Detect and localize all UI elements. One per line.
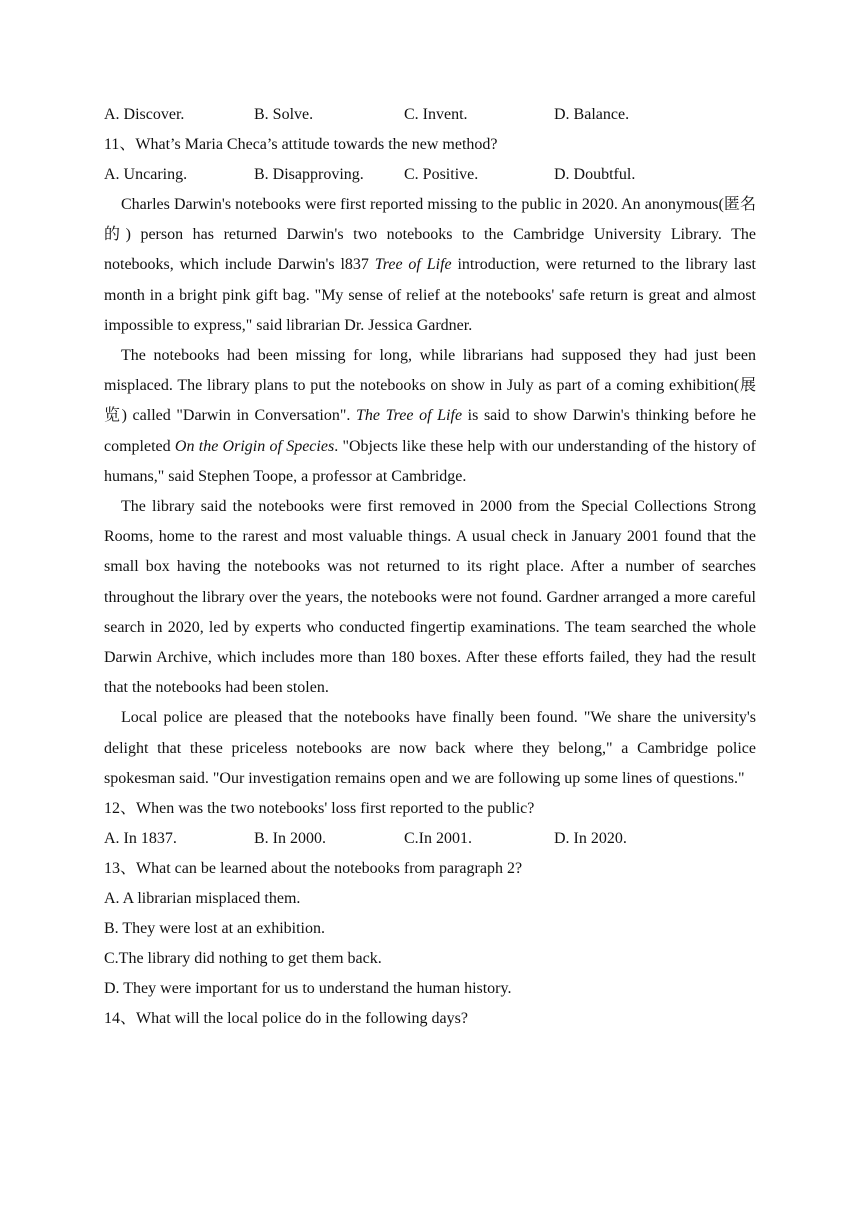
q11-option-b: B. Disapproving. — [254, 166, 364, 183]
p2-text-3: . "Objects like these help with our understanding of the history of humans," said Stephen Toope, a professor at Cambridge. — [104, 437, 757, 485]
q11-option-d: D. Doubtful. — [554, 166, 636, 183]
p1-text-1: Charles Darwin's notebooks were first reported missing to the public in 2020. An anonymous(匿名的) person has returned Darwin's two notebooks to the Cambridge University Library. The notebooks, which include Darwin's l837 — [104, 196, 756, 274]
q13-option-d: D. They were important for us to understand the human history. — [104, 980, 512, 998]
q10-option-b: B. Solve. — [254, 106, 314, 123]
q10-option-c: C. Invent. — [404, 106, 468, 123]
passage-paragraph-1 — [104, 190, 756, 341]
q12-options — [104, 824, 756, 854]
q14-question: 14、What will the local police do in the following days? — [104, 1010, 468, 1028]
p1-italic-title: Tree of Life — [374, 256, 452, 274]
passage-paragraph-3: The library said the notebooks were first removed in 2000 from the Special Collections Strong Rooms, home to the rarest and most valuable things. A usual check in January 2001 found that the small box having the notebooks was not returned to its right place. After a number of searches throughout the library over the years, the notebooks were not found. Gardner arranged a more careful search in 2020, led by experts who conducted fingertip examinations. The team searched the whole Darwin Archive, which includes more than 180 boxes. After these efforts failed, they had the result that the notebooks had been stolen. — [104, 498, 756, 697]
q12-question: 12、When was the two notebooks' loss first reported to the public? — [104, 800, 535, 818]
q12-option-b: B. In 2000. — [254, 830, 326, 848]
p2-italic-title-1: The Tree of Life — [356, 407, 463, 425]
q13-question: 13、What can be learned about the notebooks from paragraph 2? — [104, 860, 523, 878]
q13-option-c: C.The library did nothing to get them back. — [104, 950, 382, 968]
q13-option-a: A. A librarian misplaced them. — [104, 890, 301, 908]
p1-text-2: introduction, were returned to the library last month in a bright pink gift bag. "My sense of relief at the notebooks' safe return is great and almost impossible to express," said librarian Dr. Jessica Gardner. — [104, 256, 756, 334]
p2-text-1: The notebooks had been missing for long, while librarians had supposed they had just been misplaced. The library plans to put the notebooks on show in July as part of a coming exhibition(展览) called "Darwin in Conversation". — [104, 347, 756, 425]
q10-options — [104, 100, 756, 130]
passage-paragraph-2 — [104, 341, 756, 492]
q12-option-d: D. In 2020. — [554, 830, 627, 848]
q12-option-a: A. In 1837. — [104, 830, 177, 848]
p2-italic-title-2: On the Origin of Species — [174, 437, 335, 455]
q11-option-c: C. Positive. — [404, 166, 479, 183]
q11-options — [104, 160, 756, 190]
p2-text-2: is said to show Darwin's thinking before he completed — [104, 407, 757, 455]
passage-paragraph-4: Local police are pleased that the notebooks have finally been found. "We share the university's delight that these priceless notebooks are now back where they belong," a Cambridge police spokesman said. "Our investigation remains open and we are following up some lines of questions." — [104, 709, 756, 787]
q11-question: 11、What’s Maria Checa’s attitude towards the new method? — [104, 136, 498, 153]
q10-option-a: A. Discover. — [104, 106, 185, 123]
q12-option-c: C.In 2001. — [404, 830, 472, 848]
q10-option-d: D. Balance. — [554, 106, 630, 123]
q11-option-a: A. Uncaring. — [104, 166, 188, 183]
document-page — [104, 100, 756, 1034]
q13-option-b: B. They were lost at an exhibition. — [104, 920, 325, 938]
